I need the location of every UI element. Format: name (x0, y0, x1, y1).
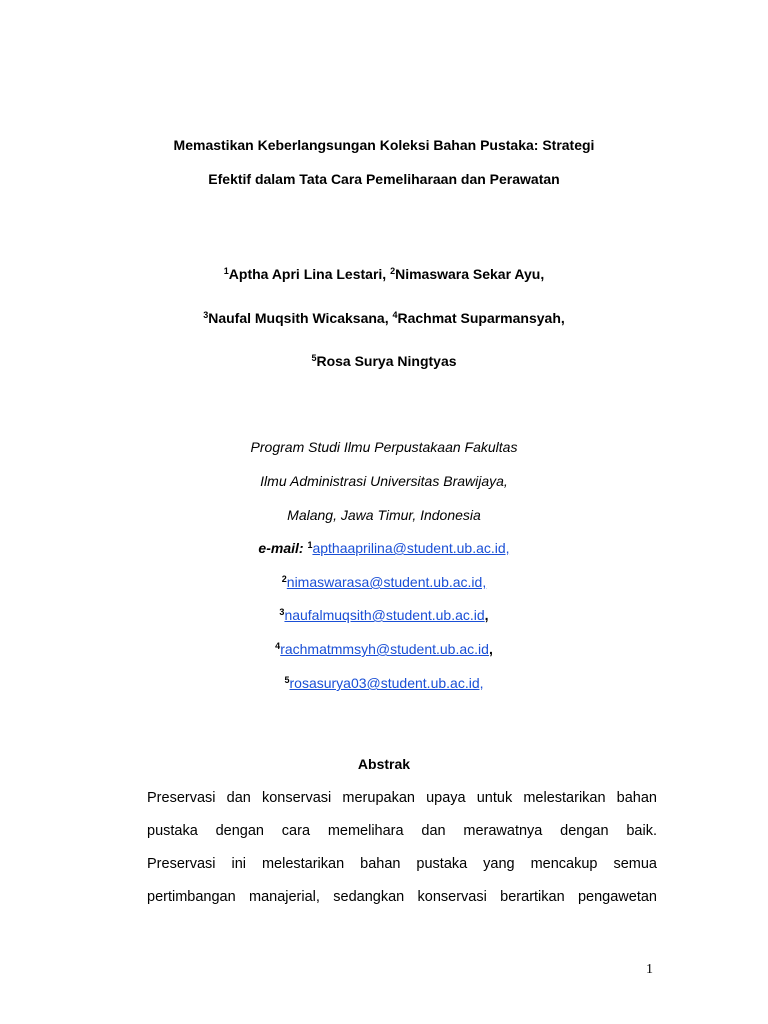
email-suffix: , (484, 607, 489, 623)
abstract-line-1: Preservasi dan konservasi merupakan upaya untuk melestarikan bahan (147, 790, 657, 806)
author-line-3 (0, 353, 768, 369)
email-link[interactable]: nimaswarasa@student.ub.ac.id, (286, 574, 487, 590)
email-link[interactable]: rosasurya03@student.ub.ac.id, (289, 675, 484, 691)
abstract-line-4: pertimbangan manajerial, sedangkan konservasi berartikan pengawetan (147, 889, 657, 905)
paper-title-line-1: Memastikan Keberlangsungan Koleksi Bahan Pustaka: Strategi (173, 137, 595, 153)
email-link[interactable]: apthaaprilina@student.ub.ac.id, (312, 540, 510, 556)
author-name: Rosa Surya Ningtyas (316, 353, 457, 369)
affiliation-line-3: Malang, Jawa Timur, Indonesia (287, 507, 481, 523)
abstract-heading: Abstrak (357, 756, 411, 772)
affiliation-line-1: Program Studi Ilmu Perpustakaan Fakultas (250, 439, 518, 455)
email-number: 5 (284, 675, 290, 685)
author-name: Naufal Muqsith Wicaksana, (208, 310, 389, 326)
affiliation-line-2: Ilmu Administrasi Universitas Brawijaya, (260, 473, 508, 489)
author-name: Nimaswara Sekar Ayu, (395, 266, 545, 282)
author-name: Aptha Apri Lina Lestari, (228, 266, 387, 282)
email-number: 4 (275, 641, 281, 651)
author-line-2 (0, 310, 768, 326)
author-line-1 (0, 266, 768, 282)
email-number: 1 (307, 540, 313, 550)
abstract-line-2: pustaka dengan cara memelihara dan merawatnya dengan baik. (147, 823, 657, 839)
author-number: 1 (223, 266, 229, 276)
email-line-2 (0, 574, 768, 590)
email-line-3 (0, 607, 768, 623)
email-line-5 (0, 675, 768, 691)
email-number: 3 (279, 607, 285, 617)
author-name: Rachmat Suparmansyah, (397, 310, 565, 326)
email-line-1 (0, 540, 768, 556)
email-link[interactable]: naufalmuqsith@student.ub.ac.id (284, 607, 485, 623)
page-number: 1 (646, 962, 653, 977)
email-line-4 (0, 641, 768, 657)
author-number: 4 (392, 310, 398, 320)
email-number: 2 (281, 574, 287, 584)
email-link[interactable]: rachmatmmsyh@student.ub.ac.id (280, 641, 489, 657)
email-suffix: , (488, 641, 493, 657)
author-number: 5 (311, 353, 317, 363)
abstract-line-3: Preservasi ini melestarikan bahan pustaka yang mencakup semua (147, 856, 657, 872)
author-number: 2 (390, 266, 396, 276)
author-number: 3 (203, 310, 209, 320)
email-label: e-mail: (258, 540, 304, 556)
paper-title-line-2: Efektif dalam Tata Cara Pemeliharaan dan Perawatan (208, 171, 560, 187)
